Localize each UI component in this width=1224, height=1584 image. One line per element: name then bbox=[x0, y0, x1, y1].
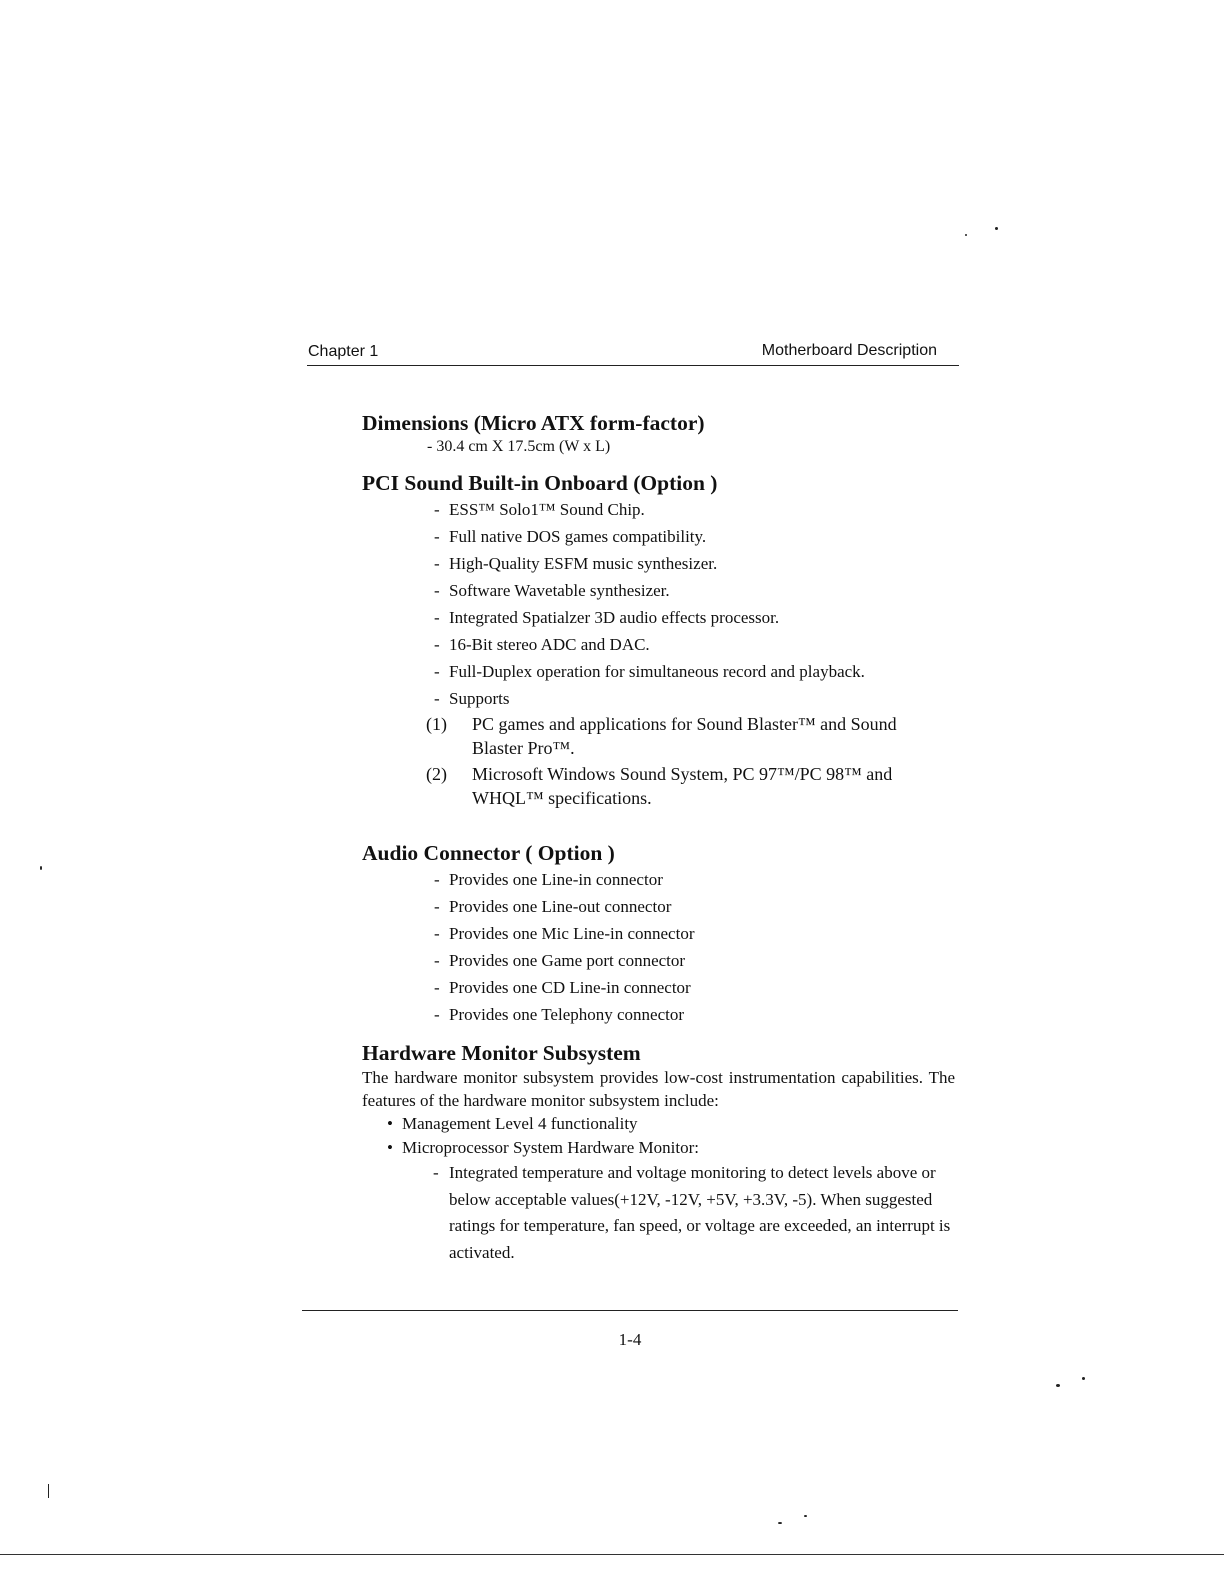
scan-speck bbox=[40, 866, 42, 870]
scan-edge-line bbox=[0, 1554, 1224, 1555]
item-number: (2) bbox=[426, 764, 447, 784]
list-item: - Full-Duplex operation for simultaneous record and playback. bbox=[362, 658, 962, 685]
scan-speck bbox=[804, 1515, 807, 1517]
list-item: - High-Quality ESFM music synthesizer. bbox=[362, 550, 962, 577]
item-text: PC games and applications for Sound Blaster™ and Sound Blaster Pro™. bbox=[472, 714, 897, 758]
list-item: - Full native DOS games compatibility. bbox=[362, 523, 962, 550]
list-item: • Microprocessor System Hardware Monitor: bbox=[362, 1136, 962, 1160]
hardware-section bbox=[362, 1040, 962, 1266]
list-item bbox=[362, 712, 962, 760]
dimensions-heading: Dimensions (Micro ATX form-factor) bbox=[362, 411, 705, 435]
audio-heading: Audio Connector ( Option ) bbox=[362, 841, 615, 865]
dimensions-value: - 30.4 cm X 17.5cm (W x L) bbox=[427, 438, 611, 455]
list-item: - Software Wavetable synthesizer. bbox=[362, 577, 962, 604]
list-item: - Provides one Line-in connector bbox=[362, 866, 962, 893]
scan-speck bbox=[1082, 1377, 1085, 1380]
list-item: - Provides one CD Line-in connector bbox=[362, 974, 962, 1001]
page-content bbox=[362, 410, 962, 1266]
scan-speck bbox=[995, 227, 998, 230]
scan-speck bbox=[778, 1522, 782, 1524]
list-item: - 16-Bit stereo ADC and DAC. bbox=[362, 631, 962, 658]
list-item: - ESS™ Solo1™ Sound Chip. bbox=[362, 496, 962, 523]
header-title: Motherboard Description bbox=[761, 342, 937, 359]
scan-speck bbox=[48, 1484, 49, 1498]
dimensions-section bbox=[362, 410, 962, 458]
sound-heading: PCI Sound Built-in Onboard (Option ) bbox=[362, 471, 718, 495]
audio-section bbox=[362, 840, 962, 1028]
list-item: - Provides one Mic Line-in connector bbox=[362, 920, 962, 947]
sound-feature-list bbox=[362, 496, 962, 712]
hardware-intro: The hardware monitor subsystem provides low-cost instrumentation capabilities. The features of the hardware monitor subsystem include: bbox=[362, 1068, 955, 1110]
page-header bbox=[307, 340, 959, 366]
list-item: - Provides one Game port connector bbox=[362, 947, 962, 974]
sound-section bbox=[362, 470, 962, 810]
list-item: • Management Level 4 functionality bbox=[362, 1112, 962, 1136]
list-item: - Supports bbox=[362, 685, 962, 712]
hardware-bullet-list bbox=[362, 1112, 962, 1160]
footer-divider bbox=[302, 1310, 958, 1311]
hardware-heading: Hardware Monitor Subsystem bbox=[362, 1041, 641, 1065]
scan-speck bbox=[965, 234, 967, 236]
list-item: - Provides one Telephony connector bbox=[362, 1001, 962, 1028]
scan-speck bbox=[1056, 1384, 1060, 1387]
list-item: - Integrated Spatialzer 3D audio effects processor. bbox=[362, 604, 962, 631]
audio-connector-list bbox=[362, 866, 962, 1028]
item-number: (1) bbox=[426, 714, 447, 734]
list-item: - Provides one Line-out connector bbox=[362, 893, 962, 920]
item-text: Microsoft Windows Sound System, PC 97™/PC 98™ and WHQL™ specifications. bbox=[472, 764, 893, 808]
hardware-detail: - Integrated temperature and voltage monitoring to detect levels above or below acceptable values(+12V, -12V, +5V, +3.3V, -5). When suggested ratings for temperature, fan speed, or voltage are exceeded, an interrupt is activated. bbox=[362, 1160, 969, 1266]
supports-list bbox=[362, 712, 962, 810]
page-number: 1-4 bbox=[618, 1330, 642, 1349]
list-item bbox=[362, 762, 962, 810]
chapter-label: Chapter 1 bbox=[308, 343, 379, 360]
